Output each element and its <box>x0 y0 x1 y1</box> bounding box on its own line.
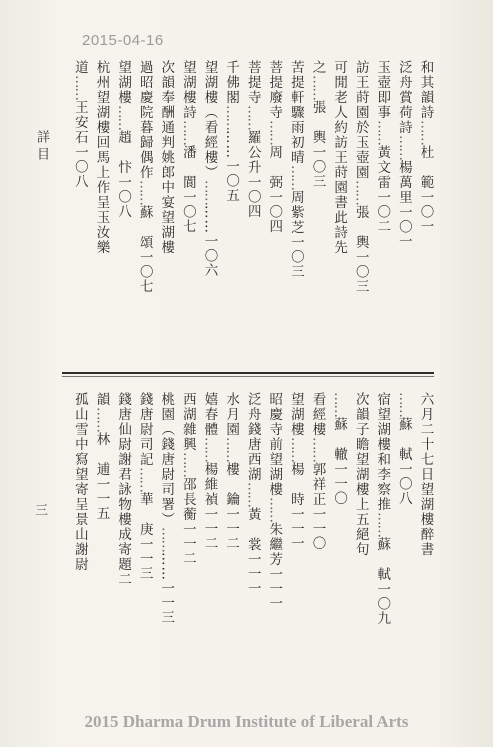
dot-leader: …… <box>71 75 88 100</box>
entry-author: 蘇 轍 <box>331 417 348 462</box>
toc-entry <box>202 60 216 278</box>
entry-author: 郭祥正 <box>309 462 326 507</box>
toc-entry <box>396 392 410 506</box>
entry-author: 張 輿 <box>309 100 326 145</box>
entry-page: 一〇四 <box>244 175 261 219</box>
toc-entry <box>180 60 194 234</box>
toc-entry <box>137 392 151 581</box>
dot-leader: …… <box>309 75 326 100</box>
entry-page: ……一〇六 <box>201 205 218 278</box>
entry-author: 杜 範 <box>417 145 434 190</box>
entry-title: 次韻奉酬通判姚郎中宴望湖樓 <box>158 60 175 255</box>
dot-leader: …… <box>158 527 175 552</box>
entry-page: 一〇三 <box>352 250 369 294</box>
entry-title: 錢唐尉司記 <box>136 392 153 467</box>
entry-title: 和其韻詩 <box>417 60 434 120</box>
toc-entry <box>332 60 346 255</box>
toc-entry <box>159 60 173 255</box>
entry-page: 一〇七 <box>136 250 153 294</box>
dot-leader: …… <box>244 482 261 507</box>
entry-page: 一一一 <box>287 507 304 551</box>
entry-author: 蘇 軾 <box>374 537 391 582</box>
entry-title: 六月二十七日望湖樓醉書 <box>417 392 434 557</box>
dot-leader: …… <box>136 180 153 205</box>
dot-leader: …… <box>136 467 153 492</box>
entry-page: 一〇四 <box>266 190 283 234</box>
toc-side-label: 詳 目 <box>34 130 49 161</box>
toc-entry <box>267 392 281 611</box>
toc-entry <box>94 392 108 521</box>
entry-page: 一一〇 <box>309 507 326 551</box>
toc-entry <box>202 392 216 551</box>
dot-leader: …… <box>201 437 218 462</box>
entry-page: 一一二 <box>223 507 240 551</box>
entry-page: 一〇三 <box>309 145 326 189</box>
dot-leader: …… <box>331 392 348 417</box>
toc-entry <box>245 60 259 219</box>
entry-author: 邵長蘅 <box>179 477 196 522</box>
toc-entry <box>267 60 281 234</box>
entry-author: 樓 鑰 <box>223 462 240 507</box>
entry-page: 一〇七 <box>179 190 196 234</box>
toc-entry <box>288 392 302 551</box>
entry-title: 桃園（錢唐尉司署） <box>158 392 175 527</box>
entry-author: 黃 裳 <box>244 507 261 552</box>
toc-entry <box>180 392 194 566</box>
entry-page: 一一二 <box>201 507 218 551</box>
toc-entry <box>159 392 173 625</box>
dot-leader: …… <box>352 180 369 205</box>
entry-author: 趙 忭 <box>115 130 132 175</box>
entry-title: 望湖樓 <box>115 60 132 105</box>
watermark: 2015 Dharma Drum Institute of Liberal Arts <box>84 712 409 731</box>
entry-title: 孤山雪中寫望寄呈景山謝尉 <box>71 392 88 572</box>
entry-title: 昭慶寺前望湖樓 <box>266 392 283 497</box>
entry-title: 菩提廢寺 <box>266 60 283 120</box>
dot-leader: …… <box>179 120 196 145</box>
entry-title: 訪王莳園於玉壺園 <box>352 60 369 180</box>
toc-entry <box>116 60 130 219</box>
entry-author: 周紫芝 <box>287 190 304 235</box>
entry-author: 黃文雷 <box>374 145 391 190</box>
entry-author: 華 庚 <box>136 492 153 537</box>
entry-author: 蘇 軾 <box>395 417 412 462</box>
toc-entry <box>72 60 86 189</box>
entry-title: 望湖樓詩 <box>179 60 196 120</box>
dot-leader: …… <box>179 452 196 477</box>
dot-leader: …… <box>115 105 132 130</box>
entry-author: 王安石 <box>71 100 88 145</box>
dot-leader: …… <box>395 135 412 160</box>
toc-entry <box>310 392 324 551</box>
dot-leader: …… <box>309 437 326 462</box>
entry-author: 蘇 頌 <box>136 205 153 250</box>
entry-page: ……一〇五 <box>223 130 240 203</box>
dot-leader: …… <box>223 105 240 130</box>
dot-leader: …… <box>201 180 218 205</box>
entry-title: 杭州望湖樓回馬上作呈玉汝樂 <box>93 60 110 255</box>
entry-page: 一〇二 <box>374 190 391 234</box>
entry-page: 一〇一 <box>395 205 412 249</box>
entry-title: 可閒老人約訪王莳園書此詩先 <box>331 60 348 255</box>
page-number: 三 <box>32 503 47 516</box>
toc-entry <box>224 60 238 203</box>
entry-author: 楊 時 <box>287 462 304 507</box>
entry-title: 看經樓 <box>309 392 326 437</box>
dot-leader: …… <box>374 512 391 537</box>
entry-page: 一〇八 <box>395 462 412 506</box>
entry-title: 之 <box>309 60 326 75</box>
entry-page: 一一二 <box>179 522 196 566</box>
entry-title: 泛舟賞荷詩 <box>395 60 412 135</box>
dot-leader: …… <box>266 497 283 522</box>
toc-entry <box>418 60 432 234</box>
entry-title: 錢唐仙尉謝君詠物樓成寄題二 <box>115 392 132 587</box>
section-divider <box>62 372 434 374</box>
entry-page: 一一一 <box>266 567 283 611</box>
entry-title: 望湖樓 <box>287 392 304 437</box>
entry-author: 潘 閬 <box>179 145 196 190</box>
entry-author: 林 逋 <box>93 432 110 477</box>
toc-entry <box>332 392 346 506</box>
entry-title: 泛舟錢唐西湖 <box>244 392 261 482</box>
entry-page: 一〇八 <box>115 175 132 219</box>
entry-title: 嬉春體 <box>201 392 218 437</box>
entry-page: ……一一三 <box>158 552 175 625</box>
toc-entry <box>353 60 367 294</box>
toc-entry <box>310 60 324 189</box>
entry-author: 楊萬里 <box>395 160 412 205</box>
dot-leader: …… <box>223 437 240 462</box>
toc-entry <box>353 392 367 557</box>
dot-leader: …… <box>287 165 304 190</box>
entry-title: 過昭慶院暮歸偶作 <box>136 60 153 180</box>
entry-title: 望湖樓（看經樓） <box>201 60 218 180</box>
toc-entry <box>288 60 302 279</box>
entry-page: 一〇八 <box>71 145 88 189</box>
toc-entry <box>137 60 151 294</box>
entry-author: 張 輿 <box>352 205 369 250</box>
toc-entry <box>418 392 432 557</box>
dot-leader: …… <box>244 105 261 130</box>
toc-entry <box>72 392 86 572</box>
entry-page: 一一一 <box>244 552 261 596</box>
dot-leader: …… <box>93 407 110 432</box>
entry-page: 一〇三 <box>287 235 304 279</box>
entry-title: 道 <box>71 60 88 75</box>
dot-leader: …… <box>395 392 412 417</box>
entry-title: 苦提軒驟雨初晴 <box>287 60 304 165</box>
entry-title: 水月園 <box>223 392 240 437</box>
entry-title: 宿望湖樓和李察推 <box>374 392 391 512</box>
toc-entry <box>375 392 389 626</box>
dot-leader: …… <box>287 437 304 462</box>
entry-title: 千佛閣 <box>223 60 240 105</box>
entry-title: 韻 <box>93 392 110 407</box>
entry-title: 玉壺即事 <box>374 60 391 120</box>
entry-author: 羅公升 <box>244 130 261 175</box>
entry-title: 次韻子瞻望湖樓上五絕句 <box>352 392 369 557</box>
toc-entry <box>224 392 238 551</box>
entry-page: 一一五 <box>93 477 110 521</box>
entry-page: 一〇一 <box>417 190 434 234</box>
date-stamp: 2015-04-16 <box>82 32 164 49</box>
toc-entry <box>245 392 259 596</box>
entry-title: 西湖雜興 <box>179 392 196 452</box>
toc-entry <box>375 60 389 234</box>
dot-leader: …… <box>266 120 283 145</box>
toc-entry <box>116 392 130 587</box>
toc-entry <box>396 60 410 249</box>
dot-leader: …… <box>417 120 434 145</box>
entry-page: 一一三 <box>136 537 153 581</box>
dot-leader: …… <box>374 120 391 145</box>
section-divider-thin <box>62 376 434 377</box>
entry-author: 楊維禎 <box>201 462 218 507</box>
entry-author: 周 弼 <box>266 145 283 190</box>
entry-page: 一一〇 <box>331 462 348 506</box>
entry-title: 菩提寺 <box>244 60 261 105</box>
entry-page: 一〇九 <box>374 582 391 626</box>
entry-author: 朱繼芳 <box>266 522 283 567</box>
toc-entry <box>94 60 108 255</box>
